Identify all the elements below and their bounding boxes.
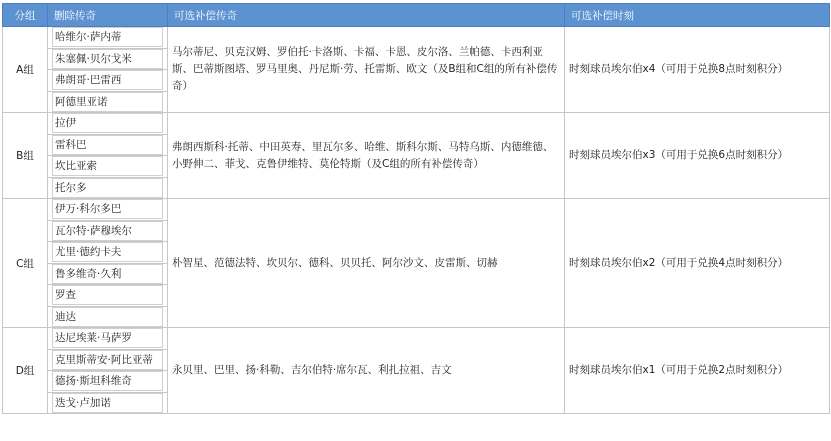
deleted-legend: 坎比亚索 <box>52 156 163 176</box>
deleted-legend: 达尼埃莱·马萨罗 <box>52 328 163 348</box>
optional-legends: 朴智星、范德法特、坎贝尔、德科、贝贝托、阿尔沙文、皮雷斯、切赫 <box>168 199 565 328</box>
deleted-legend: 朱塞佩·贝尔戈米 <box>52 49 163 69</box>
optional-time: 时刻球员埃尔伯x2（可用于兑换4点时刻积分） <box>565 199 830 328</box>
optional-legends: 马尔蒂尼、贝克汉姆、罗伯托·卡洛斯、卡福、卡恩、皮尔洛、兰帕德、卡西利亚斯、巴蒂斯图塔、罗马里奥、丹尼斯·劳、托雷斯、欧文（及B组和C组的所有补偿传奇） <box>168 27 565 113</box>
deleted-legend: 拉伊 <box>52 113 163 133</box>
header-optional-time: 可选补偿时刻 <box>565 4 830 27</box>
table-row <box>3 199 830 221</box>
header-optional-legends: 可选补偿传奇 <box>168 4 565 27</box>
deleted-legend: 迭戈·卢加诺 <box>52 393 163 413</box>
optional-legends: 弗朗西斯科·托蒂、中田英寿、里瓦尔多、哈维、斯科尔斯、马特乌斯、内德维德、小野伸二、菲戈、克鲁伊维特、莫伦特斯（及C组的所有补偿传奇） <box>168 113 565 199</box>
deleted-legend: 尤里·德约卡夫 <box>52 242 163 262</box>
optional-time: 时刻球员埃尔伯x1（可用于兑换2点时刻积分） <box>565 328 830 414</box>
table-row <box>3 328 830 350</box>
deleted-legend: 罗查 <box>52 285 163 305</box>
compensation-table <box>2 3 830 414</box>
deleted-legend: 弗朗哥·巴雷西 <box>52 70 163 90</box>
header-row <box>3 4 830 27</box>
group-name: C组 <box>3 199 48 328</box>
optional-time: 时刻球员埃尔伯x4（可用于兑换8点时刻积分） <box>565 27 830 113</box>
deleted-legend: 迪达 <box>52 307 163 327</box>
deleted-legend: 鲁多维奇·久利 <box>52 264 163 284</box>
deleted-legend: 瓦尔特·萨穆埃尔 <box>52 221 163 241</box>
header-group: 分组 <box>3 4 48 27</box>
group-name: D组 <box>3 328 48 414</box>
deleted-legend: 托尔多 <box>52 178 163 198</box>
table-row <box>3 113 830 135</box>
group-name: A组 <box>3 27 48 113</box>
header-deleted-legends: 删除传奇 <box>48 4 168 27</box>
table-row <box>3 27 830 49</box>
deleted-legend: 阿德里亚诺 <box>52 92 163 112</box>
group-name: B组 <box>3 113 48 199</box>
optional-time: 时刻球员埃尔伯x3（可用于兑换6点时刻积分） <box>565 113 830 199</box>
deleted-legend: 哈维尔·萨内蒂 <box>52 27 163 47</box>
deleted-legend: 德扬·斯坦科维奇 <box>52 371 163 391</box>
deleted-legend: 伊万·科尔多巴 <box>52 199 163 219</box>
optional-legends: 永贝里、巴里、扬·科勒、吉尔伯特·席尔瓦、利扎拉祖、吉文 <box>168 328 565 414</box>
deleted-legend: 克里斯蒂安·阿比亚蒂 <box>52 350 163 370</box>
deleted-legend: 雷科巴 <box>52 135 163 155</box>
